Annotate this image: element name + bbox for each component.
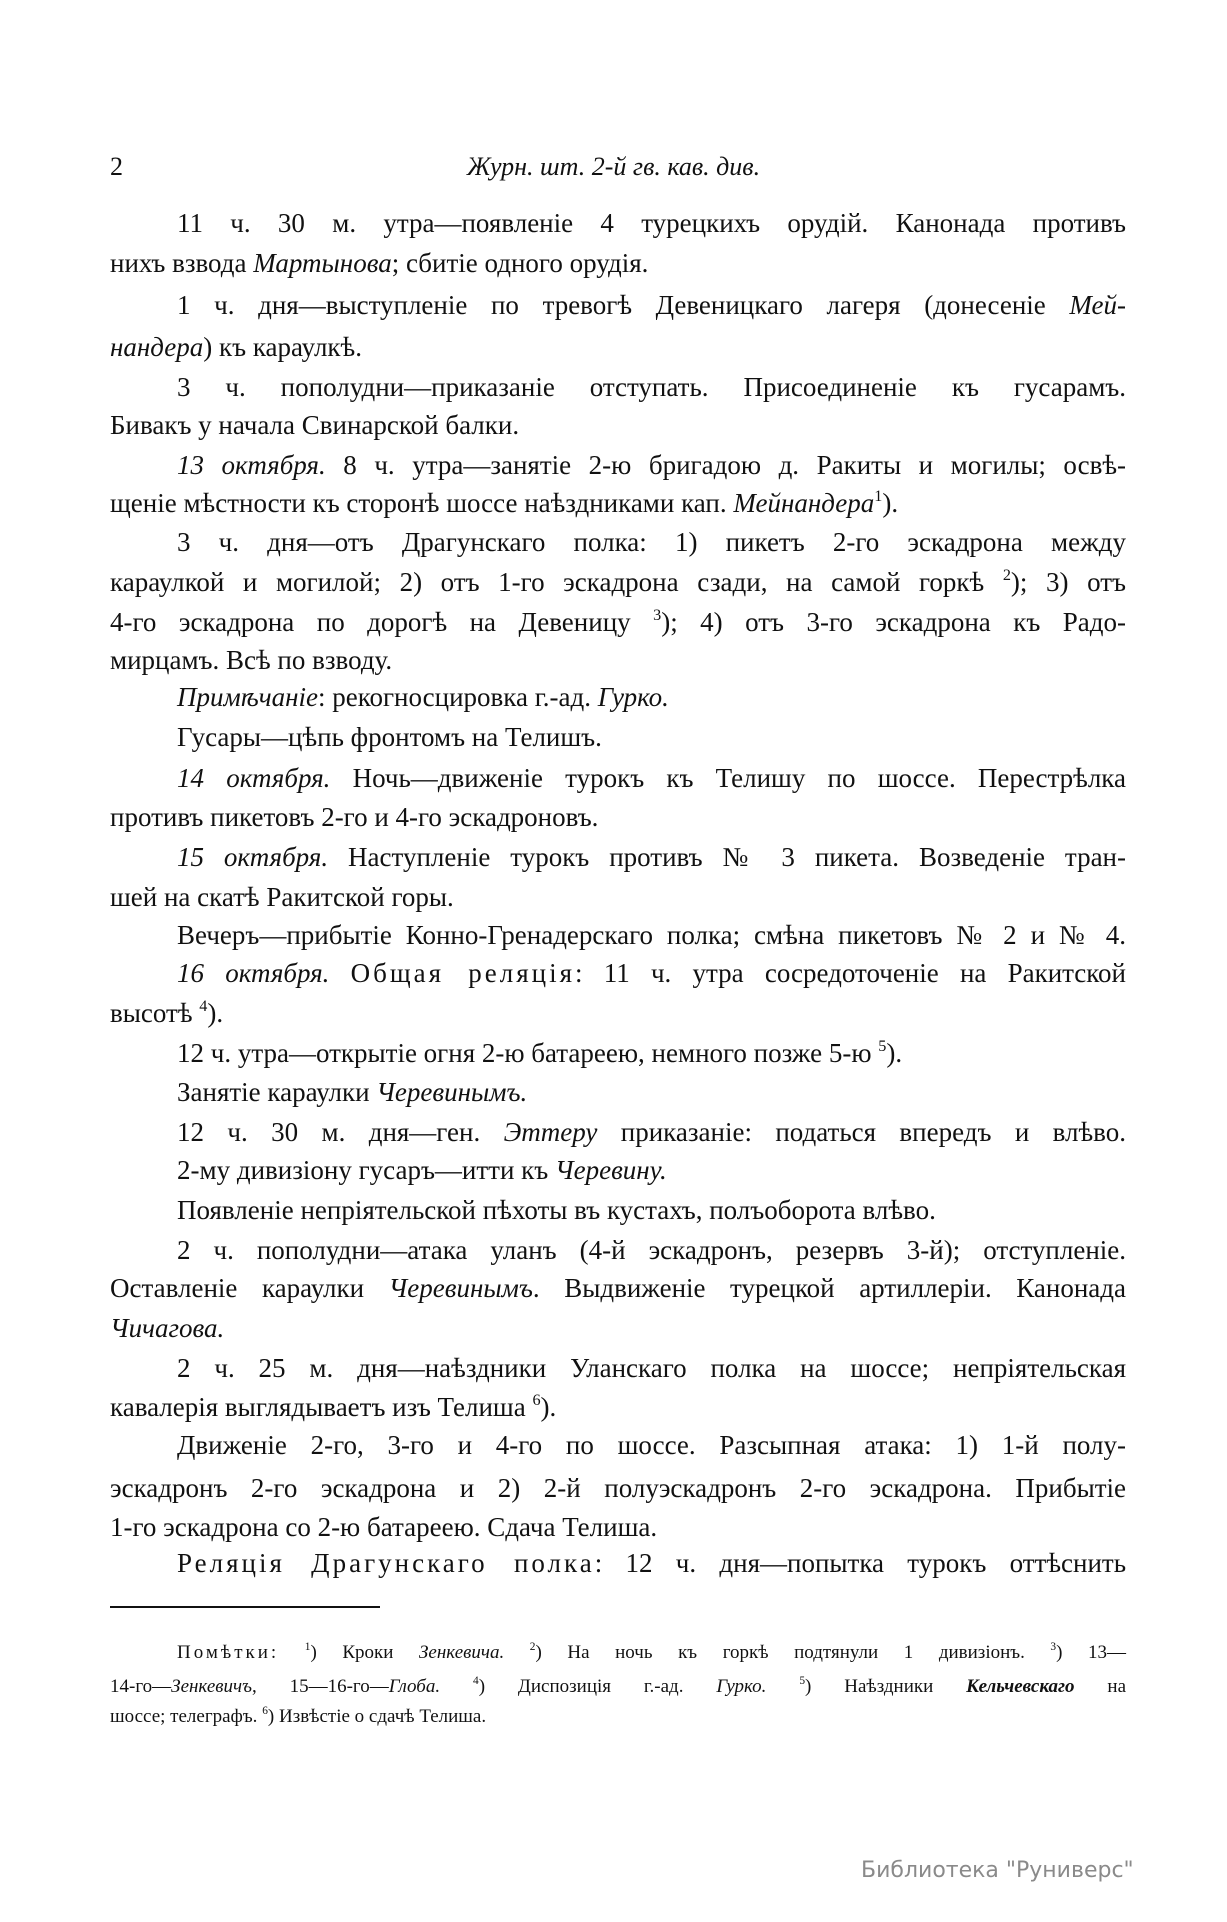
- text-run: эскадронъ 2-го эскадрона и 2) 2-й полуэскадронъ 2-го эскадрона. Прибытіе: [110, 1473, 1126, 1503]
- italic-name: Примѣчаніе: [177, 682, 318, 712]
- body-line: [177, 1233, 1126, 1267]
- body-line: [177, 1193, 1126, 1227]
- text-run: 2 ч. пополудни—атака уланъ (4-й эскадронъ, резервъ 3-й); отступленіе.: [177, 1235, 1126, 1265]
- body-line: [110, 330, 1126, 364]
- body-line: [110, 800, 1126, 834]
- text-run: [504, 1642, 530, 1663]
- italic-name: Черевинымъ.: [376, 1077, 528, 1107]
- footnote-reference: 6: [532, 1391, 541, 1409]
- text-run: 1-го эскадрона со 2-ю батареею. Сдача Телиша.: [110, 1512, 658, 1542]
- text-run: приказаніе: податься впередъ и влѣво.: [597, 1117, 1126, 1147]
- body-line: [177, 1546, 1126, 1580]
- footnote-line: [110, 1704, 1126, 1730]
- footnote-reference: 1: [304, 1641, 311, 1653]
- page-number: 2: [110, 152, 123, 181]
- footnote-reference: 5: [799, 1675, 806, 1687]
- footnote-reference: 4: [199, 997, 208, 1015]
- body-line: [177, 761, 1126, 795]
- text-run: Вечеръ—прибытіе Конно-Гренадерскаго полка; смѣна пикетовъ № 2 и № 4.: [177, 920, 1126, 950]
- text-run: 14-го—: [110, 1676, 172, 1697]
- footnote-reference: 6: [262, 1705, 268, 1717]
- text-run: [440, 1676, 473, 1697]
- text-run: ).: [882, 488, 899, 518]
- text-run: Ночь—движеніе турокъ къ Телишу по шоссе. Перестрѣлка: [330, 763, 1126, 793]
- italic-name: Мейнандера: [733, 488, 875, 518]
- library-watermark: Библиотека "Руниверс": [861, 1858, 1134, 1883]
- text-run: шей на скатѣ Ракитской горы.: [110, 882, 454, 912]
- italic-name: Мей-: [1069, 290, 1126, 320]
- text-run: ) Кроки: [310, 1642, 420, 1663]
- text-run: Оставленіе караулки: [110, 1273, 389, 1303]
- italic-name: Глоба.: [388, 1676, 441, 1697]
- italic-name: Гурко.: [716, 1676, 767, 1697]
- text-run: шоссе; телеграфъ.: [110, 1706, 263, 1727]
- text-run: ) къ караулкѣ.: [203, 332, 362, 362]
- footnote-reference: 2: [1002, 566, 1011, 584]
- body-line: [177, 1115, 1126, 1149]
- italic-name: 14 октября.: [177, 763, 331, 793]
- text-run: ).: [207, 998, 224, 1028]
- footnote-reference: 4: [473, 1675, 479, 1687]
- text-run: [279, 1642, 305, 1663]
- text-run: ); 3) отъ: [1010, 567, 1126, 597]
- body-line: [177, 1153, 1126, 1187]
- text-run: ; сбитіе одного орудія.: [391, 248, 649, 278]
- text-run: мирцамъ. Всѣ по взводу.: [110, 645, 393, 675]
- text-run: Движеніе 2-го, 3-го и 4-го по шоссе. Разсыпная атака: 1) 1-й полу-: [177, 1430, 1126, 1460]
- text-run: нихъ взвода: [110, 248, 254, 278]
- text-run: Бивакъ у начала Свинарской балки.: [110, 410, 520, 440]
- italic-name: Черевинымъ: [388, 1273, 533, 1303]
- text-run: 11 ч. 30 м. утра—появленіе 4 турецкихъ орудій. Канонада противъ: [177, 208, 1126, 238]
- text-run: ) 13—: [1056, 1642, 1127, 1663]
- body-line: [177, 448, 1126, 482]
- text-run: Помѣтки:: [177, 1642, 280, 1663]
- body-line: [177, 1075, 1126, 1109]
- body-line: [177, 525, 1126, 559]
- body-line: [110, 1311, 1126, 1345]
- body-line: [110, 408, 1126, 442]
- text-run: . Выдвиженіе турецкой артиллеріи. Канонада: [532, 1273, 1127, 1303]
- body-line: [177, 918, 1126, 952]
- text-run: высотѣ: [110, 998, 200, 1028]
- body-line: [110, 246, 1126, 280]
- body-line: [177, 680, 1126, 714]
- text-run: 2 ч. 25 м. дня—наѣздники Уланскаго полка на шоссе; непріятельская: [177, 1353, 1126, 1383]
- body-line: [110, 643, 1126, 677]
- text-run: ) Извѣстіе о сдачѣ Телиша.: [267, 1706, 487, 1727]
- italic-name: Мартынова: [253, 248, 392, 278]
- body-line: [110, 486, 1126, 520]
- body-line: [110, 605, 1126, 639]
- italic-name: 15 октября.: [177, 842, 329, 872]
- text-run: Общая реляція: [350, 958, 576, 988]
- text-run: Гусары—цѣпь фронтомъ на Телишъ.: [177, 722, 602, 752]
- footnote-reference: 1: [874, 487, 883, 505]
- italic-name: Гурко.: [597, 682, 669, 712]
- body-line: [110, 880, 1126, 914]
- text-run: [329, 958, 350, 988]
- text-run: 8 ч. утра—занятіе 2-ю бригадою д. Ракиты и могилы; освѣ-: [325, 450, 1126, 480]
- text-run: Реляція Драгунскаго полка: [177, 1548, 595, 1578]
- text-run: 2-му дивизіону гусаръ—итти къ: [177, 1155, 555, 1185]
- italic-name: Чичагова.: [110, 1313, 225, 1343]
- text-run: ) На ночь къ горкѣ подтянули 1 дивизіонъ.: [535, 1642, 1051, 1663]
- body-line: [110, 996, 1126, 1030]
- text-run: 3 ч. пополудни—приказаніе отступать. Присоединеніе къ гусарамъ.: [177, 372, 1126, 402]
- body-line: [110, 1271, 1126, 1305]
- italic-name: 13 октября.: [177, 450, 326, 480]
- footnote-reference: 2: [529, 1641, 536, 1653]
- footnote-reference: 3: [653, 606, 662, 624]
- italic-name: Черевину.: [555, 1155, 667, 1185]
- text-run: ).: [540, 1392, 557, 1422]
- text-run: ).: [886, 1038, 903, 1068]
- body-line: [177, 206, 1126, 240]
- footnote-reference: 5: [878, 1037, 887, 1055]
- text-run: : 11 ч. утра сосредоточеніе на Ракитской: [575, 958, 1126, 988]
- body-line: [177, 956, 1126, 990]
- italic-name: 16 октября.: [177, 958, 330, 988]
- italic-name: Кельчевскаго: [966, 1676, 1075, 1697]
- text-run: 12 ч. утра—открытіе огня 2-ю батареею, немного позже 5-ю: [177, 1038, 879, 1068]
- body-line: [110, 1510, 1126, 1544]
- text-run: 4-го эскадрона по дорогѣ на Девеницу: [110, 607, 654, 637]
- footnote-divider: [110, 1606, 380, 1608]
- text-run: ) Диспозиція г.-ад.: [478, 1676, 717, 1697]
- body-line: [177, 370, 1126, 404]
- text-run: [766, 1676, 799, 1697]
- text-run: Наступленіе турокъ противъ № 3 пикета. Возведеніе тран-: [328, 842, 1126, 872]
- body-line: [177, 840, 1126, 874]
- footnote-line: [177, 1640, 1126, 1666]
- text-run: противъ пикетовъ 2-го и 4-го эскадроновъ.: [110, 802, 599, 832]
- text-run: ) Наѣздники: [805, 1676, 967, 1697]
- text-run: : рекогносцировка г.-ад.: [318, 682, 598, 712]
- text-run: караулкой и могилой; 2) отъ 1-го эскадрона сзади, на самой горкѣ: [110, 567, 1003, 597]
- text-run: Появленіе непріятельской пѣхоты въ кустахъ, полъоборота влѣво.: [177, 1195, 936, 1225]
- body-line: [177, 1428, 1126, 1462]
- italic-name: Эттеру: [503, 1117, 598, 1147]
- italic-name: нандера: [110, 332, 204, 362]
- text-run: кавалерія выглядываетъ изъ Телиша: [110, 1392, 533, 1422]
- running-header: Журн. шт. 2-й гв. кав. див.: [466, 152, 761, 181]
- italic-name: Зенкевича.: [419, 1642, 505, 1663]
- body-line: [177, 288, 1126, 322]
- body-line: [177, 1036, 1126, 1070]
- text-run: щеніе мѣстности къ сторонѣ шоссе наѣздниками кап.: [110, 488, 734, 518]
- italic-name: Зенкевичъ: [171, 1676, 252, 1697]
- body-line: [177, 1351, 1126, 1385]
- text-run: ); 4) отъ 3-го эскадрона къ Радо-: [661, 607, 1126, 637]
- body-line: [110, 565, 1126, 599]
- body-line: [177, 720, 1126, 754]
- body-line: [110, 1471, 1126, 1505]
- body-line: [110, 1390, 1126, 1424]
- text-run: Занятіе караулки: [177, 1077, 377, 1107]
- footnote-line: [110, 1674, 1126, 1700]
- footnote-reference: 3: [1050, 1641, 1057, 1653]
- text-run: 3 ч. дня—отъ Драгунскаго полка: 1) пикетъ 2-го эскадрона между: [177, 527, 1126, 557]
- text-run: : 12 ч. дня—попытка турокъ оттѣснить: [594, 1548, 1127, 1578]
- text-run: , 15—16-го—: [251, 1676, 389, 1697]
- text-run: 1 ч. дня—выступленіе по тревогѣ Девеницкаго лагеря (донесеніе: [177, 290, 1070, 320]
- text-run: на: [1074, 1676, 1126, 1697]
- text-run: 12 ч. 30 м. дня—ген.: [177, 1117, 504, 1147]
